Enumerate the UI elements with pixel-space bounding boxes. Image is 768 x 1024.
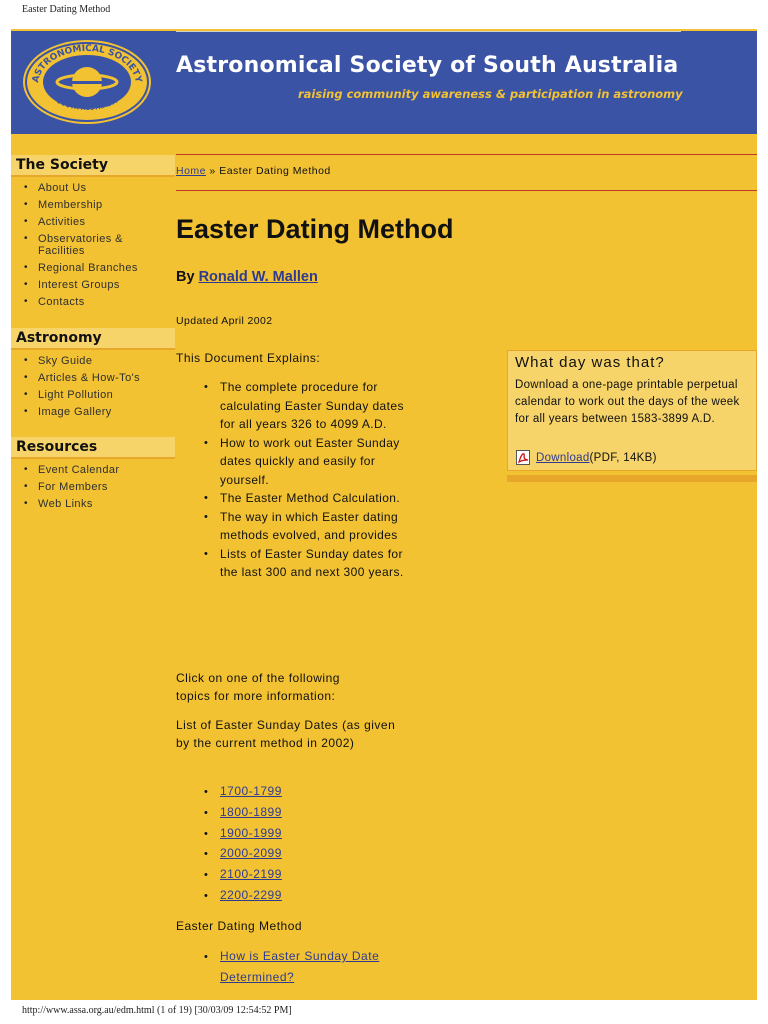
banner-divider <box>176 31 681 32</box>
sidebar-item-image-gallery[interactable]: • Image Gallery <box>11 406 175 418</box>
byline-prefix: By <box>176 269 199 285</box>
breadcrumb-rule-top <box>176 154 757 155</box>
updated-date: Updated April 2002 <box>176 315 273 327</box>
date-range-item <box>176 864 282 885</box>
date-range-link-2000[interactable]: 2000-2099 <box>220 846 282 861</box>
site-tagline: raising community awareness & participation in astronomy <box>298 87 683 101</box>
method-link-item <box>176 946 380 987</box>
date-range-link-1800[interactable]: 1800-1899 <box>220 804 282 819</box>
sidebar-item-web-links[interactable]: • Web Links <box>11 498 175 510</box>
byline <box>176 269 318 285</box>
sidebar-list-resources <box>11 464 175 515</box>
sidebar-item-sky-guide[interactable]: • Sky Guide <box>11 355 175 367</box>
breadcrumb-home-link[interactable]: Home <box>176 165 207 177</box>
author-link[interactable]: Ronald W. Mallen <box>198 269 318 285</box>
sidebar-item-observatories[interactable]: • Observatories & Facilities <box>11 233 148 257</box>
site-title: Astronomical Society of South Australia <box>176 53 679 78</box>
sidebar-item-about-us[interactable]: • About Us <box>11 182 175 194</box>
logo-text-top: ASTRONOMICAL SOCIETY <box>31 43 143 84</box>
explains-list <box>176 378 406 582</box>
date-range-link-1900[interactable]: 1900-1999 <box>220 825 282 840</box>
date-range-item <box>176 843 282 864</box>
explains-item: • The complete procedure for calculating Easter Sunday dates for all years 326 to 4099 A.D. <box>176 378 406 434</box>
download-box <box>507 350 757 471</box>
click-instructions: Click on one of the following topics for more information: <box>176 671 340 703</box>
logo-text-bottom: SOUTH AUSTRALIA <box>55 97 119 113</box>
date-range-link-2200[interactable]: 2200-2299 <box>220 887 282 902</box>
page <box>11 29 757 1000</box>
pdf-icon[interactable] <box>515 449 532 466</box>
download-box-text: Download a one-page printable perpetual calendar to work out the days of the week for all years between 1583-3899 A.D. <box>515 379 740 425</box>
print-header: Easter Dating Method <box>22 4 111 15</box>
sidebar-heading-society: The Society <box>11 155 175 177</box>
sidebar-item-articles[interactable]: • Articles & How-To's <box>11 372 175 384</box>
sidebar-item-membership[interactable]: • Membership <box>11 199 175 211</box>
date-range-item <box>176 802 282 823</box>
page-title: Easter Dating Method <box>176 214 454 244</box>
explains-item: • The Easter Method Calculation. <box>176 489 406 508</box>
sidebar-item-contacts[interactable]: • Contacts <box>11 296 175 308</box>
method-heading: Easter Dating Method <box>176 919 303 933</box>
sidebar-heading-astronomy: Astronomy <box>11 328 175 350</box>
date-range-link-1700[interactable]: 1700-1799 <box>220 784 282 798</box>
how-determined-link[interactable]: How is Easter Sunday Date Determined? <box>220 949 380 984</box>
date-range-item <box>176 781 282 802</box>
date-range-list <box>176 781 282 906</box>
date-range-item <box>176 885 282 906</box>
download-link[interactable]: Download <box>536 451 590 464</box>
sidebar-item-regional-branches[interactable]: • Regional Branches <box>11 262 175 274</box>
explains-item: • Lists of Easter Sunday dates for the last 300 and next 300 years. <box>176 545 406 582</box>
sidebar-item-activities[interactable]: • Activities <box>11 216 175 228</box>
download-box-underline <box>507 475 757 482</box>
breadcrumb-separator: » <box>206 165 220 177</box>
breadcrumb-rule-bottom <box>176 190 757 191</box>
sidebar-heading-resources: Resources <box>11 437 175 459</box>
method-links-list <box>176 946 380 987</box>
download-row <box>515 449 657 466</box>
breadcrumb-current: Easter Dating Method <box>219 165 331 177</box>
sidebar-item-event-calendar[interactable]: • Event Calendar <box>11 464 175 476</box>
dates-list-heading: List of Easter Sunday Dates (as given by the current method in 2002) <box>176 718 396 750</box>
date-range-item <box>176 823 282 844</box>
society-logo[interactable] <box>18 37 156 127</box>
explains-item: • How to work out Easter Sunday dates quickly and easily for yourself. <box>176 434 406 490</box>
sidebar-item-for-members[interactable]: • For Members <box>11 481 175 493</box>
sidebar-item-light-pollution[interactable]: • Light Pollution <box>11 389 175 401</box>
download-box-title: What day was that? <box>515 354 665 371</box>
sidebar-item-interest-groups[interactable]: • Interest Groups <box>11 279 175 291</box>
sidebar-list-society <box>11 182 175 313</box>
sidebar-list-astronomy <box>11 355 175 423</box>
download-meta: (PDF, 14KB) <box>589 451 657 464</box>
explains-item: • The way in which Easter dating methods evolved, and provides <box>176 508 406 545</box>
breadcrumb <box>176 165 331 177</box>
print-footer: http://www.assa.org.au/edm.html (1 of 19) [30/03/09 12:54:52 PM] <box>22 1005 292 1016</box>
explains-heading: This Document Explains: <box>176 351 321 365</box>
date-range-link-2100[interactable]: 2100-2199 <box>220 867 282 882</box>
site-banner <box>11 31 757 134</box>
